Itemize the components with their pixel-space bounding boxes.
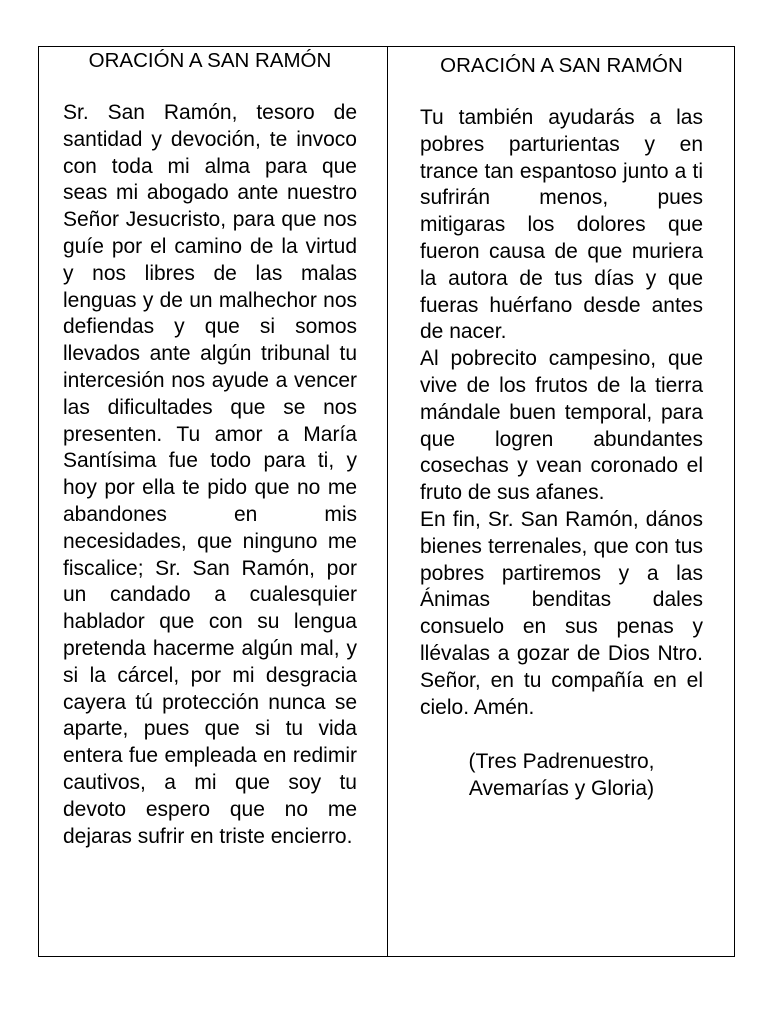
right-paragraph-3: En fin, Sr. San Ramón, dános bienes terrenales, que con tus pobres partiremos y a las Ánimas benditas dales consuelo en sus penas y llévalas a gozar de Dios Ntro. Señor, en tu compañía en el cielo. Amén. [420, 507, 703, 719]
prayer-table [38, 46, 735, 957]
right-paragraph-2: Al pobrecito campesino, que vive de los frutos de la tierra mándale buen temporal, para que logren abundantes cosechas y vean coronado el fruto de sus afanes. [420, 347, 703, 505]
right-title: ORACIÓN A SAN RAMÓN [440, 54, 683, 77]
right-paragraph-1: Tu también ayudarás a las pobres parturientas y en trance tan espantoso junto a ti sufrirán menos, pues mitigaras los dolores que fueron causa de que muriera la autora de tus días y que fueras huérfano desde antes de nacer. [420, 106, 703, 344]
closing-line-2: Avemarías y Gloria) [468, 777, 655, 801]
left-prayer-text: Sr. San Ramón, tesoro de santidad y devoción, te invoco con toda mi alma para que seas mi abogado ante nuestro Señor Jesucristo, para que nos guíe por el camino de la virtud y nos libres de las malas lenguas y de un malhechor nos defiendas y que si somos llevados ante algún tribunal tu intercesión nos ayude a vencer las dificultades que se nos presenten. Tu amor a María Santísima fue todo para ti, y hoy por ella te pido que no me abandones en mis necesidades, que ninguno me fiscalice; Sr. San Ramón, por un candado a cualesquier hablador que con su lengua pretenda hacerme algún mal, y si la cárcel, por mi desgracia cayera tú protección nunca se aparte, pues que si tu vida entera fue empleada en redimir cautivos, a mi que soy tu devoto espero que no me dejaras sufrir en triste encierro. [63, 101, 357, 848]
left-title: ORACIÓN A SAN RAMÓN [88, 49, 332, 72]
right-column [388, 47, 734, 956]
left-column [39, 47, 388, 956]
closing-line-1: (Tres Padrenuestro, [468, 750, 655, 774]
closing-note [420, 748, 703, 802]
